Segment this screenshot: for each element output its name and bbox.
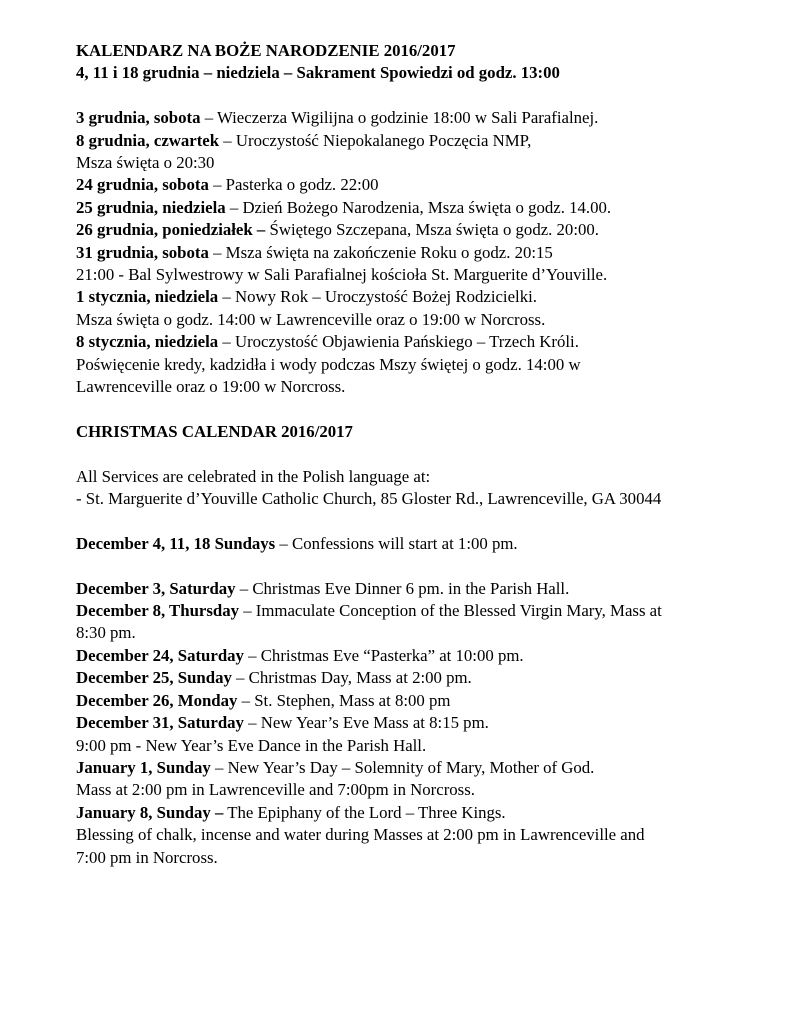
polish-event: 26 grudnia, poniedziałek – Świętego Szczepana, Msza święta o godz. 20:00. <box>76 220 599 240</box>
polish-event: 8 stycznia, niedziela – Uroczystość Objawienia Pańskiego – Trzech Króli. <box>76 332 579 352</box>
english-event: December 8, Thursday – Immaculate Conception of the Blessed Virgin Mary, Mass at <box>76 601 662 621</box>
english-event: January 8, Sunday – The Epiphany of the Lord – Three Kings. <box>76 802 506 822</box>
polish-event: Lawrenceville oraz o 19:00 w Norcross. <box>76 377 346 397</box>
spacer <box>76 555 776 577</box>
polish-event: 1 stycznia, niedziela – Nowy Rok – Uroczystość Bożej Rodzicielki. <box>76 287 537 307</box>
polish-event: Msza święta o 20:30 <box>76 153 215 173</box>
polish-event: 25 grudnia, niedziela – Dzień Bożego Narodzenia, Msza święta o godz. 14.00. <box>76 197 612 217</box>
english-event: December 31, Saturday – New Year’s Eve Mass at 8:15 pm. <box>76 713 489 733</box>
english-confession-line: December 4, 11, 18 Sundays – Confessions will start at 1:00 pm. <box>76 533 518 553</box>
english-title: CHRISTMAS CALENDAR 2016/2017 <box>76 421 353 441</box>
spacer <box>76 398 776 420</box>
spacer <box>76 510 776 532</box>
english-church-address: - St. Marguerite d’Youville Catholic Church, 85 Gloster Rd., Lawrenceville, GA 30044 <box>76 489 662 509</box>
polish-event: 21:00 - Bal Sylwestrowy w Sali Parafialnej kościoła St. Marguerite d’Youville. <box>76 265 608 285</box>
english-event: Blessing of chalk, incense and water during Masses at 2:00 pm in Lawrenceville and <box>76 825 645 845</box>
english-event: 9:00 pm - New Year’s Eve Dance in the Parish Hall. <box>76 735 427 755</box>
polish-confession-line: 4, 11 i 18 grudnia – niedziela – Sakrament Spowiedzi od godz. 13:00 <box>76 63 560 83</box>
document-page <box>76 40 776 869</box>
english-event: 8:30 pm. <box>76 623 136 643</box>
english-event: Mass at 2:00 pm in Lawrenceville and 7:00pm in Norcross. <box>76 780 475 800</box>
english-event: December 3, Saturday – Christmas Eve Dinner 6 pm. in the Parish Hall. <box>76 578 570 598</box>
english-intro-line: All Services are celebrated in the Polish language at: <box>76 466 431 486</box>
polish-title: KALENDARZ NA BOŻE NARODZENIE 2016/2017 <box>76 41 456 60</box>
english-event: January 1, Sunday – New Year’s Day – Solemnity of Mary, Mother of God. <box>76 757 595 777</box>
polish-event: 8 grudnia, czwartek – Uroczystość Niepokalanego Poczęcia NMP, <box>76 130 532 150</box>
polish-event: 31 grudnia, sobota – Msza święta na zakończenie Roku o godz. 20:15 <box>76 242 553 262</box>
polish-event: 24 grudnia, sobota – Pasterka o godz. 22:00 <box>76 175 379 195</box>
english-event: December 26, Monday – St. Stephen, Mass at 8:00 pm <box>76 690 451 710</box>
english-event: 7:00 pm in Norcross. <box>76 847 218 867</box>
polish-event: 3 grudnia, sobota – Wieczerza Wigilijna o godzinie 18:00 w Sali Parafialnej. <box>76 108 599 128</box>
polish-event: Poświęcenie kredy, kadzidła i wody podczas Mszy świętej o godz. 14:00 w <box>76 354 581 374</box>
english-event: December 24, Saturday – Christmas Eve “Pasterka” at 10:00 pm. <box>76 645 524 665</box>
spacer <box>76 443 776 465</box>
english-event: December 25, Sunday – Christmas Day, Mass at 2:00 pm. <box>76 668 472 688</box>
spacer <box>76 85 776 107</box>
polish-event: Msza święta o godz. 14:00 w Lawrenceville oraz o 19:00 w Norcross. <box>76 309 546 329</box>
